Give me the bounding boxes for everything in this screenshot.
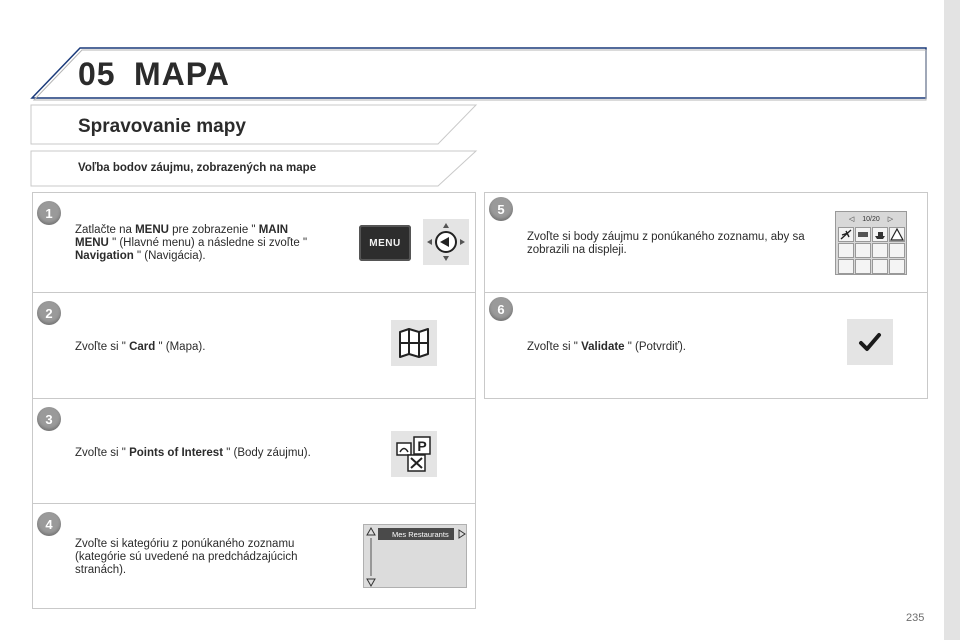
poi-cell[interactable]: [838, 243, 854, 258]
step-2-text: Zvoľte si " Card " (Mapa).: [75, 341, 206, 353]
joystick-icon[interactable]: [423, 219, 469, 265]
menu-button[interactable]: MENU: [359, 225, 411, 261]
step-1-text: Zatlačte na MENU pre zobrazenie " MAIN MENU " (Hlavné menu) a následne si zvoľte " Navigation " (Navigácia).: [75, 224, 308, 262]
poi-cell-ferry[interactable]: [872, 227, 888, 242]
poi-cell[interactable]: [889, 259, 905, 274]
step-badge: 6: [489, 297, 513, 321]
page-number: 235: [906, 612, 925, 624]
poi-icon[interactable]: [391, 431, 437, 477]
list-item-label: Mes Restaurants: [392, 529, 449, 539]
map-icon[interactable]: [391, 320, 437, 366]
step-6-panel: [484, 292, 928, 399]
poi-selection-screen: [835, 211, 907, 275]
poi-cell-station[interactable]: [855, 227, 871, 242]
step-5-panel: [484, 192, 928, 293]
step-badge: 2: [37, 301, 61, 325]
step-badge: 1: [37, 201, 61, 225]
step-5-text: Zvoľte si body záujmu z ponúkaného zoznamu, aby sa zobrazili na displeji.: [527, 231, 805, 256]
chapter-number: 05: [78, 56, 116, 92]
check-icon[interactable]: [847, 319, 893, 365]
step-4-text: Zvoľte si kategóriu z ponúkaného zoznamu (kategórie sú uvedené na predchádzajúcich stranách).: [75, 538, 298, 576]
page-edge-rail: [944, 0, 960, 640]
step-badge: 5: [489, 197, 513, 221]
step-6-text: Zvoľte si " Validate " (Potvrdiť).: [527, 341, 686, 353]
section-title: Spravovanie mapy: [78, 116, 246, 137]
poi-cell-airport[interactable]: [838, 227, 854, 242]
chevron-right-icon[interactable]: ▷: [887, 216, 894, 223]
chapter-title: MAPA: [134, 56, 230, 92]
step-badge: 3: [37, 407, 61, 431]
svg-text:P: P: [417, 438, 427, 454]
page-counter: 10/20: [862, 215, 880, 223]
category-list-screen: [363, 524, 467, 588]
poi-grid-header: [836, 212, 906, 226]
chevron-left-icon[interactable]: ◁: [848, 216, 855, 223]
list-item-category[interactable]: [378, 528, 454, 540]
step-4-panel: [32, 503, 476, 609]
step-3-panel: [32, 398, 476, 504]
poi-cell[interactable]: [838, 259, 854, 274]
step-1-panel: [32, 192, 476, 293]
step-2-panel: [32, 292, 476, 399]
poi-cell[interactable]: [855, 243, 871, 258]
step-badge: 4: [37, 512, 61, 536]
poi-cell[interactable]: [855, 259, 871, 274]
step-3-text: Zvoľte si " Points of Interest " (Body záujmu).: [75, 447, 311, 459]
subsection-title: Voľba bodov záujmu, zobrazených na mape: [78, 162, 317, 174]
chevron-right-icon[interactable]: [458, 529, 466, 539]
poi-cell[interactable]: [889, 243, 905, 258]
poi-cell[interactable]: [872, 243, 888, 258]
poi-cell[interactable]: [872, 259, 888, 274]
poi-cell-warning[interactable]: [889, 227, 905, 242]
